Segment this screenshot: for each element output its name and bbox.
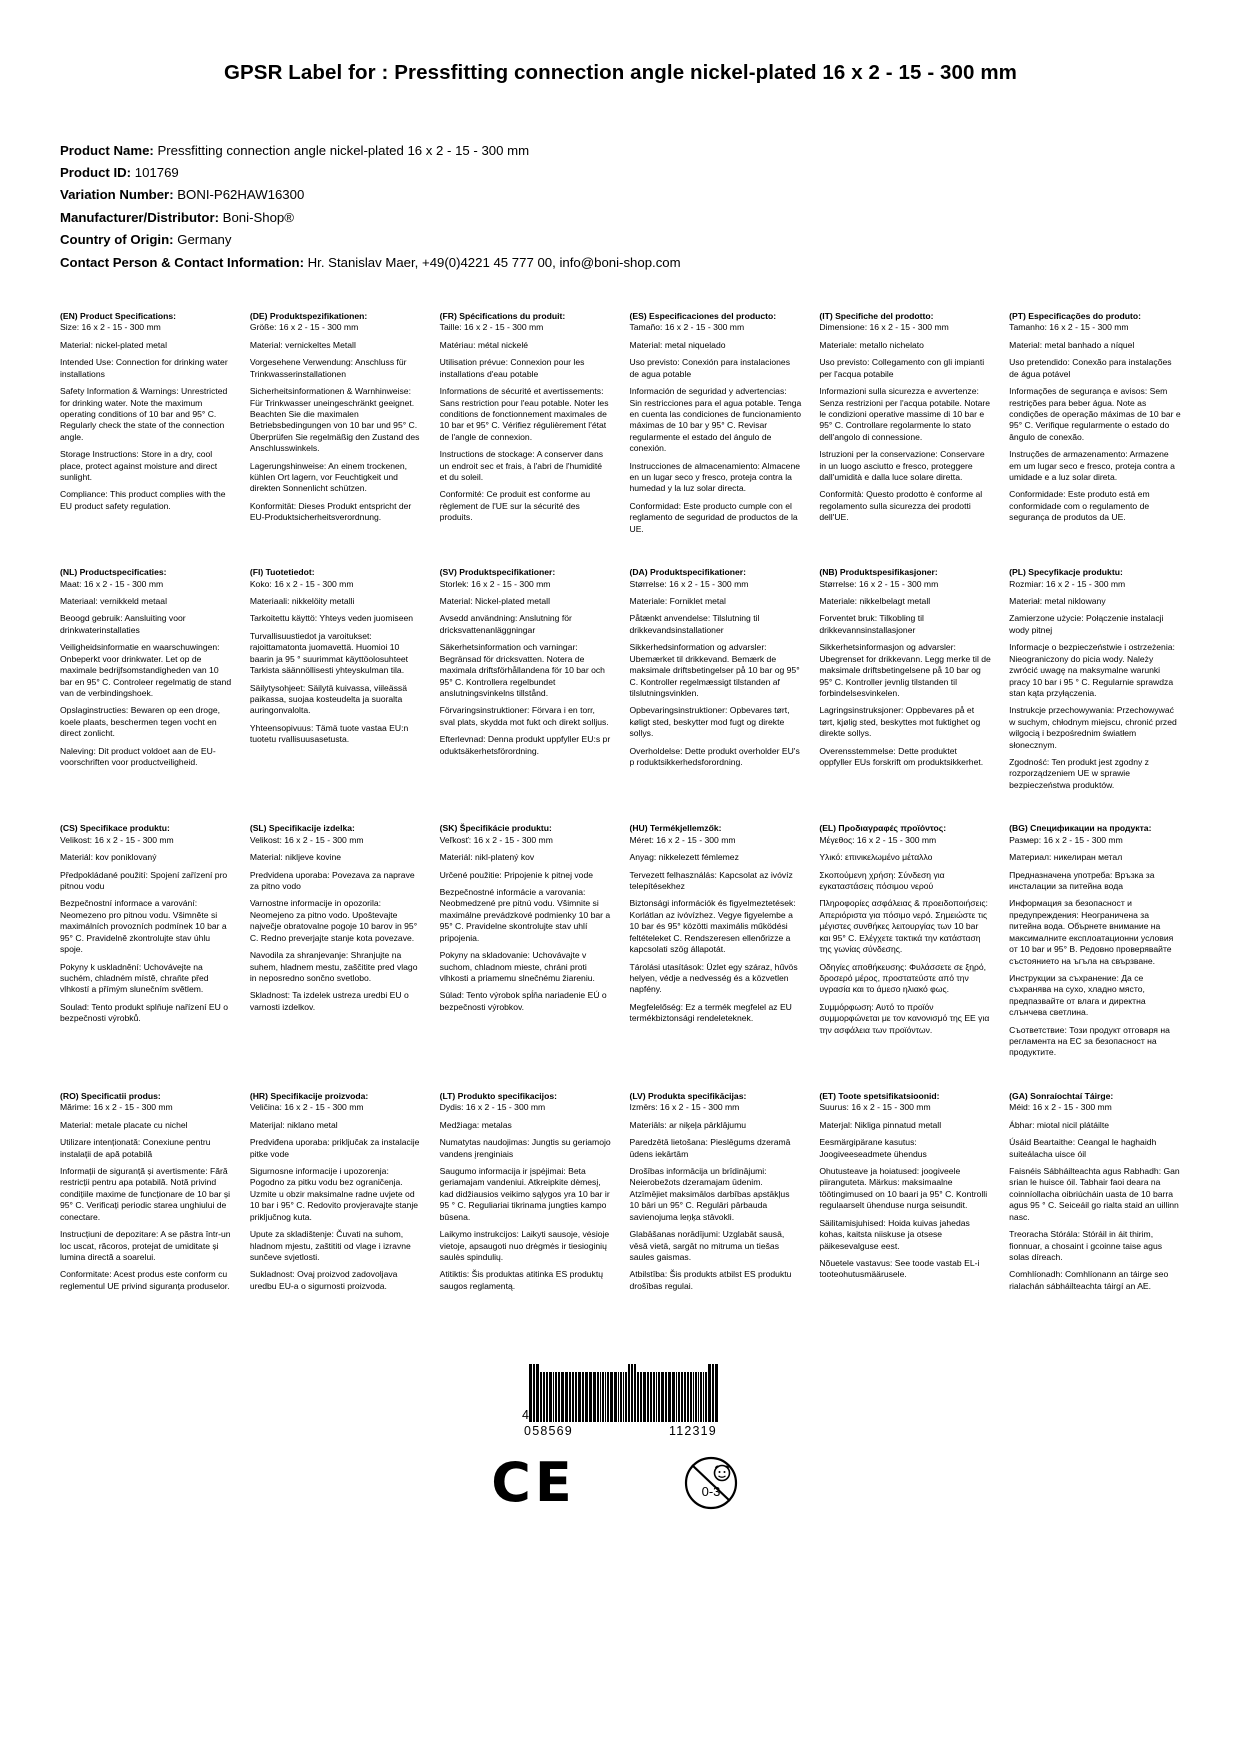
age-warning-icon	[672, 1456, 750, 1510]
barcode-area	[60, 1360, 1181, 1515]
spec-block	[819, 1091, 991, 1298]
spec-block	[60, 1091, 232, 1298]
spec-paragraph: Matériau: métal nickelé	[439, 339, 529, 350]
spec-heading: (SL) Specifikacije izdelka:	[249, 823, 355, 834]
spec-paragraph: Forventet bruk: Tilkobling til drikkevannsinstallasjoner	[819, 613, 924, 635]
spec-paragraph: Medžiaga: metalas	[439, 1119, 512, 1130]
spec-paragraph: Material: metale placate cu nichel	[60, 1119, 188, 1130]
spec-paragraph: Информация за безопасност и предупреждения: Неограничена за питейна вода. Обърнете внимание на максималните експлоатационни условия от 10 bar и 95° B. Редовно проверявайте състоянието на ъгъла на свързване.	[1009, 898, 1174, 966]
spec-heading: (FR) Spécifications du produit:	[439, 310, 566, 321]
spec-paragraph: Storage Instructions: Store in a dry, cool place, protect against moisture and direct sunlight.	[60, 449, 218, 483]
spec-paragraph: Laikymo instrukcijos: Laikyti sausoje, vėsioje vietoje, apsaugoti nuo drėgmės ir tiesioginių saulės spindulių.	[439, 1229, 610, 1262]
spec-paragraph: Atbilstība: Šis produkts atbilst ES produktu drošības regulai.	[629, 1269, 792, 1291]
spec-block	[440, 567, 612, 797]
spec-paragraph: Tamanho: 16 x 2 - 15 - 300 mm	[1009, 322, 1129, 333]
spec-paragraph: Lagringsinstruksjoner: Oppbevares på et tørt, kjølig sted, beskyttes mot fuktighet og direkte sollys.	[819, 705, 981, 739]
product-name-label: Product Name:	[60, 142, 154, 158]
spec-paragraph: Συμμόρφωση: Αυτό το προϊόν συμμορφώνεται με τον κανονισμό της ΕΕ για την ασφάλεια των προϊόντων.	[819, 1001, 990, 1035]
meta-row-manufacturer	[60, 207, 1181, 228]
spec-paragraph: Taille: 16 x 2 - 15 - 300 mm	[439, 322, 544, 333]
spec-paragraph: Materiale: nikkelbelagt metall	[819, 595, 931, 606]
spec-paragraph: Rozmiar: 16 x 2 - 15 - 300 mm	[1009, 578, 1126, 589]
spec-paragraph: Material: nikljeve kovine	[249, 852, 342, 863]
spec-paragraph: Størrelse: 16 x 2 - 15 - 300 mm	[819, 578, 939, 589]
spec-paragraph: Informations de sécurité et avertissements: Sans restriction pour l'eau potable. Noter les conditions de fonctionnement maximales de 10 bar et 95° C. Vérifiez régulièrement l'état de l'angle de connexion.	[439, 386, 609, 442]
spec-paragraph: Conformidade: Este produto está em conformidade com o regulamento de segurança de produtos da UE.	[1009, 489, 1150, 523]
spec-paragraph: Beoogd gebruik: Aansluiting voor drinkwaterinstallaties	[60, 613, 186, 635]
variation-number-label: Variation Number:	[60, 187, 174, 203]
spec-paragraph: Veiligheidsinformatie en waarschuwingen: Onbeperkt voor drinkwater. Let op de maximale bedrijfsomstandigheden van 10 bar en 95° C. Controleer regelmatig de stand van de verbindingshoek.	[60, 642, 232, 698]
spec-heading: (DA) Produktspecifikationer:	[629, 567, 746, 578]
spec-paragraph: Maat: 16 x 2 - 15 - 300 mm	[60, 578, 164, 589]
spec-paragraph: Sikkerhetsinformasjon og advarsler: Ubegrenset for drikkevann. Legg merke til de maksimale driftsbetingelsene på 10 bar og 95° C. Kontroller jevnlig tilstanden til forbindelsesvinkelen.	[819, 642, 991, 698]
spec-paragraph: Méret: 16 x 2 - 15 - 300 mm	[629, 834, 736, 845]
spec-paragraph: Dydis: 16 x 2 - 15 - 300 mm	[439, 1102, 546, 1113]
spec-paragraph: Informacje o bezpieczeństwie i ostrzeżenia: Nieograniczony do picia wody. Należy zwrócić uwagę na maksymalne warunki pracy 10 bar i 95 ° C. Regularnie sprawdza stan kąta przyłączenia.	[1009, 642, 1175, 698]
spec-block	[1009, 823, 1181, 1065]
spec-heading: (LT) Produkto specifikacijos:	[439, 1090, 557, 1101]
spec-paragraph: Sicherheitsinformationen & Warnhinweise: Für Trinkwasser uneingeschränkt geeignet. Beachten Sie die maximalen Betriebsbedingungen von 10 bar und 95° C. Überprüfen Sie regelmäßig den Zustand des Anschlusswinkels.	[249, 386, 420, 454]
spec-block	[440, 1091, 612, 1298]
spec-heading: (EL) Προδιαγραφές προϊόντος:	[819, 823, 947, 834]
spec-paragraph: Veľkosť: 16 x 2 - 15 - 300 mm	[439, 834, 553, 845]
spec-block	[250, 1091, 422, 1298]
barcode	[522, 1360, 719, 1422]
spec-paragraph: Materiāls: ar niķeļa pārklājumu	[629, 1119, 747, 1130]
spec-paragraph: Zamierzone użycie: Połączenie instalacji wody pitnej	[1009, 613, 1164, 635]
spec-paragraph: Skladnost: Ta izdelek ustreza uredbi EU o varnosti izdelkov.	[249, 990, 409, 1012]
spec-block	[250, 567, 422, 797]
spec-paragraph: Tarkoitettu käyttö: Yhteys veden juomiseen	[249, 613, 414, 624]
barcode-left-group: 058569	[524, 1424, 573, 1439]
spec-block	[1009, 311, 1181, 541]
product-id-value: 101769	[134, 165, 179, 181]
spec-paragraph: Overholdelse: Dette produkt overholder EU's p roduktsikkerhedsforordning.	[629, 745, 800, 768]
spec-paragraph: Zgodność: Ten produkt jest zgodny z rozporządzeniem UE w sprawie bezpieczeństwa produktów.	[1009, 757, 1149, 790]
spec-paragraph: Materiale: metallo nichelato	[819, 339, 924, 350]
spec-paragraph: Mărime: 16 x 2 - 15 - 300 mm	[60, 1102, 173, 1113]
spec-heading: (CS) Specifikace produktu:	[60, 823, 170, 834]
spec-paragraph: Informações de segurança e avisos: Sem restrições para beber água. Note as condições de operação máximas de 10 bar e 95° C. Verifique regularmente o estado do ângulo de conexão.	[1009, 386, 1181, 442]
spec-paragraph: Yhteensopivuus: Tämä tuote vastaa EU:n tuotetu rvallisuusasetusta.	[249, 722, 409, 745]
spec-paragraph: Istruzioni per la conservazione: Conservare in un luogo asciutto e fresco, proteggere dall'umidità e dalla luce solare diretta.	[819, 449, 985, 483]
spec-paragraph: Conformité: Ce produit est conforme au règlement de l'UE sur la sécurité des produits.	[439, 489, 591, 523]
spec-paragraph: Overensstemmelse: Dette produktet oppfyller EUs forskrift om produktsikkerhet.	[819, 745, 984, 768]
spec-paragraph: Conformidad: Este producto cumple con el reglamento de seguridad de productos de la UE.	[629, 500, 798, 534]
spec-paragraph: Materiale: Forniklet metal	[629, 595, 726, 606]
spec-paragraph: Dimensione: 16 x 2 - 15 - 300 mm	[819, 322, 949, 333]
spec-paragraph: Säilytysohjeet: Säilytä kuivassa, viileässä paikassa, suojaa kosteudelta ja suoralta auringonvalolta.	[249, 682, 407, 716]
spec-block	[1009, 1091, 1181, 1298]
manufacturer-label: Manufacturer/Distributor:	[60, 209, 219, 225]
spec-paragraph: Utilisation prévue: Connexion pour les installations d'eau potable	[439, 357, 585, 379]
spec-paragraph: Съответствие: Този продукт отговаря на регламента на ЕС за безопасност на продуктите.	[1009, 1024, 1170, 1058]
spec-heading: (PT) Especificações do produto:	[1009, 310, 1141, 321]
spec-block	[819, 567, 991, 797]
spec-heading: (BG) Спецификации на продукта:	[1009, 823, 1152, 834]
spec-paragraph: Инструкции за съхранение: Да се съхранява на сухо, хладно място, предпазвайте от влага и директна слънчева светлина.	[1009, 972, 1146, 1018]
origin-label: Country of Origin:	[60, 232, 174, 248]
barcode-lead-digit: 4	[522, 1407, 529, 1422]
spec-paragraph: Größe: 16 x 2 - 15 - 300 mm	[249, 322, 359, 333]
spec-paragraph: Koko: 16 x 2 - 15 - 300 mm	[249, 578, 354, 589]
spec-heading: (GA) Sonraíochtaí Táirge:	[1009, 1090, 1114, 1101]
spec-paragraph: Μέγεθος: 16 x 2 - 15 - 300 mm	[819, 834, 937, 845]
product-name-value: Pressfitting connection angle nickel-plated 16 x 2 - 15 - 300 mm	[157, 142, 530, 158]
spec-paragraph: Materiál: nikl-platený kov	[439, 852, 535, 863]
spec-paragraph: Størrelse: 16 x 2 - 15 - 300 mm	[629, 578, 749, 589]
spec-heading: (HU) Termékjellemzők:	[629, 823, 722, 834]
spec-paragraph: Tamaño: 16 x 2 - 15 - 300 mm	[629, 322, 745, 333]
spec-paragraph: Navodila za shranjevanje: Shranjujte na suhem, hladnem mestu, zaščitite pred vlago in neposredno sončno svetlobo.	[249, 950, 418, 983]
spec-paragraph: Veličina: 16 x 2 - 15 - 300 mm	[249, 1102, 364, 1113]
contact-label: Contact Person & Contact Information:	[60, 254, 304, 270]
spec-paragraph: Velikost: 16 x 2 - 15 - 300 mm	[249, 834, 364, 845]
spec-paragraph: Súlad: Tento výrobok spĺňa nariadenie EÚ o bezpečnosti výrobkov.	[439, 990, 607, 1012]
spec-block	[60, 311, 232, 541]
meta-row-product-id	[60, 162, 1181, 183]
spec-paragraph: Sikkerhedsinformation og advarsler: Ubemærket til drikkevand. Bemærk de maksimale driftsbetingelser på 10 bar og 95° C. Kontroller regelmæssigt tilstanden af tilslutningsvinklen.	[629, 642, 800, 698]
spec-paragraph: Υλικό: επινικελωμένο μέταλλο	[819, 852, 933, 863]
spec-paragraph: Naleving: Dit product voldoet aan de EU-voorschriften voor productveiligheid.	[60, 745, 216, 768]
spec-paragraph: Материал: никелиран метал	[1009, 852, 1123, 863]
spec-heading: (SV) Produktspecifikationer:	[439, 567, 556, 578]
spec-paragraph: Upute za skladištenje: Čuvati na suhom, hladnom mjestu, zaštititi od vlage i izravne sunčeve svjetlosti.	[249, 1229, 411, 1262]
spec-paragraph: Предназначена употреба: Връзка за инсталации за питейна вода	[1009, 869, 1155, 891]
spec-block	[250, 823, 422, 1065]
spec-block	[629, 567, 801, 797]
spec-paragraph: Drošības informācija un brīdinājumi: Neierobežots dzeramajam ūdenim. Atzīmējiet maksimālos darbības apstākļus 10 bāri un 95° C. Regulāri pārbauda savienojuma leņķa stāvokli.	[629, 1166, 790, 1222]
spec-paragraph: Conformitate: Acest produs este conform cu reglementul UE privind siguranța produselor.	[60, 1269, 230, 1291]
spec-heading: (NL) Productspecificaties:	[60, 567, 167, 578]
spec-paragraph: Ábhar: miotal nicil plátáilte	[1009, 1119, 1109, 1130]
spec-paragraph: Opbevaringsinstruktioner: Opbevares tørt, køligt sted, beskytter mod fugt og direkte sollys.	[629, 705, 790, 739]
spec-paragraph: Intended Use: Connection for drinking water installations	[60, 357, 228, 379]
barcode-numbers	[524, 1424, 717, 1438]
spec-paragraph: Glabāšanas norādījumi: Uzglabāt sausā, vēsā vietā, sargāt no mitruma un tiešas saules gaismas.	[629, 1229, 785, 1262]
spec-paragraph: Storlek: 16 x 2 - 15 - 300 mm	[439, 578, 551, 589]
variation-number-value: BONI-P62HAW16300	[177, 187, 305, 203]
spec-paragraph: Säilitamisjuhised: Hoida kuivas jahedas kohas, kaitsta niiskuse ja otsese päikesevalguse eest.	[819, 1217, 970, 1251]
product-meta-block	[60, 140, 1181, 273]
spec-block	[819, 823, 991, 1065]
spec-paragraph: Eesmärgipärane kasutus: Joogiveeseadmete ühendus	[819, 1137, 927, 1159]
spec-paragraph: Méid: 16 x 2 - 15 - 300 mm	[1009, 1102, 1112, 1113]
spec-heading: (LV) Produkta specifikācijas:	[629, 1090, 747, 1101]
product-id-label: Product ID:	[60, 165, 132, 181]
spec-paragraph: Materiał: metal niklowany	[1009, 595, 1106, 606]
spec-paragraph: Materijal: niklano metal	[249, 1119, 338, 1130]
spec-paragraph: Safety Information & Warnings: Unrestricted for drinking water. Note the maximum operating conditions of 10 bar and 95° C. Regularly check the state of the connection angle.	[60, 386, 228, 442]
spec-paragraph: Size: 16 x 2 - 15 - 300 mm	[60, 322, 161, 333]
spec-paragraph: Ohutusteave ja hoiatused: joogiveele piiranguteta. Märkus: maksimaalne töötingimused on 10 baari ja 95° C. Kontrolli regulaarselt ühenduse nurga seisundit.	[819, 1166, 988, 1211]
spec-paragraph: Tervezett felhasználás: Kapcsolat az ivóvíz telepítésekhez	[629, 869, 793, 891]
spec-paragraph: Materiaali: nikkelöity metalli	[249, 595, 355, 606]
spec-block	[440, 823, 612, 1065]
spec-paragraph: Varnostne informacije in opozorila: Neomejeno za pitno vodo. Upoštevajte največje obratovalne pogoje 10 barov in 95° C. Redno preverjajte stanje kota povezave.	[249, 898, 418, 943]
spec-paragraph: Sukladnost: Ovaj proizvod zadovoljava uredbu EU-a o sigurnosti proizvoda.	[249, 1269, 398, 1291]
spec-paragraph: Instructions de stockage: A conserver dans un endroit sec et frais, à l'abri de l'humidité et du soleil.	[439, 449, 604, 483]
spec-paragraph: Σκοπούμενη χρήση: Σύνδεση για εγκαταστάσεις πόσιμου νερού	[819, 869, 945, 891]
spec-paragraph: Instrucțiuni de depozitare: A se păstra într-un loc uscat, răcoros, protejat de umiditate și lumina directă a soarelui.	[60, 1229, 231, 1262]
svg-text:0-3: 0-3	[701, 1484, 721, 1500]
origin-value: Germany	[177, 232, 232, 248]
spec-paragraph: Uso pretendido: Conexão para instalações de água potável	[1009, 357, 1172, 379]
spec-paragraph: Información de seguridad y advertencias: Sin restricciones para el agua potable. Tenga en cuenta las condiciones de funcionamiento máximas de 10 bar y 95° C. Revisar regularmente el estado del ángulo de conexión.	[629, 386, 802, 454]
specifications-grid	[60, 311, 1181, 1324]
spec-paragraph: Informații de siguranță și avertismente: Fără restricții pentru apa potabilă. Notă privind condițiile maxime de funcționare de 10 bar și 95° C. Verificați periodic starea unghiului de conectare.	[60, 1166, 231, 1222]
spec-block	[440, 311, 612, 541]
spec-paragraph: Opslaginstructies: Bewaren op een droge, koele plaats, beschermen tegen vocht en direct zonlicht.	[60, 705, 221, 739]
spec-paragraph: Nõuetele vastavus: See toode vastab EL-i tooteohutusmäärusele.	[819, 1257, 980, 1280]
spec-block	[60, 567, 232, 797]
ce-mark-icon: CE	[491, 1451, 576, 1515]
spec-heading: (RO) Specificatii produs:	[60, 1090, 161, 1101]
spec-block	[250, 311, 422, 541]
spec-heading: (NB) Produktspesifikasjoner:	[819, 567, 938, 578]
spec-paragraph: Materiaal: vernikkeld metaal	[60, 595, 167, 606]
spec-paragraph: Saugumo informacija ir įspėjimai: Beta geriamajam vandeniui. Atkreipkite dėmesį, kad didžiausios veikimo sąlygos yra 10 bar ir 95 ° C. Reguliariai tikrinama jungties kampo būsena.	[439, 1166, 610, 1222]
spec-paragraph: Atitiktis: Šis produktas atitinka ES produktų saugos reglamentą.	[439, 1269, 604, 1291]
spec-heading: (HR) Specifikacije proizvoda:	[249, 1090, 369, 1101]
spec-paragraph: Efterlevnad: Denna produkt uppfyller EU:s pr oduktsäkerhetsförordning.	[439, 734, 611, 756]
spec-paragraph: Úsáid Beartaithe: Ceangal le haghaidh suiteálacha uisce óil	[1009, 1137, 1157, 1159]
spec-paragraph: Utilizare intenționată: Conexiune pentru instalații de apă potabilă	[60, 1137, 211, 1159]
spec-paragraph: Lagerungshinweise: An einem trockenen, kühlen Ort lagern, vor Feuchtigkeit und direkten Sonnenlicht schützen.	[249, 460, 408, 494]
spec-paragraph: Compliance: This product complies with the EU product safety regulation.	[60, 489, 226, 511]
spec-paragraph: Πληροφορίες ασφάλειας & προειδοποιήσεις: Απεριόριστα για πόσιμο νερό. Σημειώστε τις μέγιστες συνθήκες λειτουργίας των 10 bar και 95° C. Ελέγχετε τακτικά την κατάσταση της γωνίας σύνδεσης.	[819, 898, 988, 955]
spec-paragraph: Megfelelőség: Ez a termék megfelel az EU termékbiztonsági rendeleteknek.	[629, 1001, 792, 1024]
spec-paragraph: Material: metal niquelado	[629, 339, 726, 350]
spec-paragraph: Numatytas naudojimas: Jungtis su geriamojo vandens įrenginiais	[439, 1137, 611, 1159]
spec-paragraph: Soulad: Tento produkt splňuje nařízení EU o bezpečnosti výrobků.	[60, 1001, 229, 1024]
spec-paragraph: Bezpečnostné informácie a varovania: Neobmedzené pre pitnú vodu. Všimnite si maximálne prevádzkové podmienky 10 bar a 95° C. Pravidelne skontrolujte stav uhlí pripojenia.	[439, 887, 611, 943]
spec-paragraph: Suurus: 16 x 2 - 15 - 300 mm	[819, 1102, 931, 1113]
spec-paragraph: Instruções de armazenamento: Armazene em um lugar seco e fresco, proteja contra a umidade e a luz solar direta.	[1009, 449, 1175, 483]
spec-block	[60, 823, 232, 1065]
spec-paragraph: Material: nickel-plated metal	[60, 339, 167, 350]
spec-paragraph: Material: Nickel-plated metall	[439, 595, 550, 606]
spec-paragraph: Predvidena uporaba: Povezava za naprave za pitno vodo	[249, 869, 415, 891]
spec-block	[1009, 567, 1181, 797]
spec-paragraph: Conformità: Questo prodotto è conforme al regolamento sulla sicurezza dei prodotti dell'UE.	[819, 489, 983, 523]
meta-row-contact	[60, 252, 1181, 273]
spec-block	[629, 311, 801, 541]
page-title: GPSR Label for : Pressfitting connection angle nickel-plated 16 x 2 - 15 - 300 mm	[223, 61, 1017, 84]
spec-heading: (PL) Specyfikacje produktu:	[1009, 567, 1123, 578]
spec-paragraph: Förvaringsinstruktioner: Förvara i en torr, sval plats, skydda mot fukt och direkt solljus.	[439, 705, 609, 727]
compliance-symbols	[491, 1451, 750, 1515]
spec-paragraph: Turvallisuustiedot ja varoitukset: rajoittamatonta juomavettä. Huomioi 10 baarin ja 95 ° suurimmat käyttöolosuhteet Tarkista säännöllisesti yhteyskulman tila.	[249, 630, 409, 676]
spec-paragraph: Avsedd användning: Anslutning för dricksvattenanläggningar	[439, 613, 572, 635]
spec-paragraph: Tárolási utasítások: Üzlet egy száraz, hűvös helyen, védje a nedvesség és a közvetlen napfény.	[629, 961, 798, 995]
spec-paragraph: Informazioni sulla sicurezza e avvertenze: Senza restrizioni per l'acqua potabile. Notare le condizioni operative massime di 10 bar e 95° C. Controllare regolarmente lo stato dell'angolo di connessione.	[819, 386, 991, 442]
spec-paragraph: Materjal: Nikliga pinnatud metall	[819, 1119, 942, 1130]
spec-paragraph: Predviđena uporaba: priključak za instalacije pitke vode	[249, 1137, 420, 1159]
spec-paragraph: Sigurnosne informacije i upozorenja: Pogodno za pitku vodu bez ograničenja. Uzmite u obzir maksimalne radne uvjete od 10 bar i 95° C. Redovito provjeravajte stanje priključnog kuta.	[249, 1166, 419, 1222]
spec-paragraph: Předpokládané použití: Spojení zařízení pro pitnou vodu	[60, 869, 228, 891]
barcode-bars	[529, 1364, 719, 1422]
barcode-right-group: 112319	[668, 1424, 717, 1439]
spec-paragraph: Instrucciones de almacenamiento: Almacene en un lugar seco y fresco, proteja contra la humedad y la luz solar directa.	[629, 460, 801, 494]
spec-paragraph: Påtænkt anvendelse: Tilslutning til drikkevandsinstallationer	[629, 613, 760, 635]
spec-paragraph: Biztonsági információk és figyelmeztetések: Korlátlan az ivóvízhez. Vegye figyelembe a 10 bar és 95° közötti maximális működési feltételeket C. Rendszeresen ellenőrizze a kapcsolati szög állapotát.	[629, 898, 796, 955]
meta-row-origin	[60, 229, 1181, 250]
spec-heading: (DE) Produktspezifikationen:	[249, 310, 368, 321]
spec-heading: (EN) Product Specifications:	[60, 310, 177, 321]
spec-paragraph: Materiál: kov poniklovaný	[60, 852, 157, 863]
contact-value: Hr. Stanislav Maer, +49(0)4221 45 777 00, info@boni-shop.com	[307, 254, 681, 270]
spec-paragraph: Säkerhetsinformation och varningar: Begränsad för dricksvatten. Notera de maximala driftsförhållandena för 10 bar och 95° C. Kontrollera regelbundet anslutningsvinkelns tillstånd.	[439, 642, 605, 698]
spec-paragraph: Velikost: 16 x 2 - 15 - 300 mm	[60, 834, 174, 845]
spec-paragraph: Faisnéis Sábháilteachta agus Rabhadh: Gan srian le huisce óil. Tabhair faoi deara na coinníollacha oibriúcháin uasta de 10 barra agus 95 ° C. Seiceáil go rialta staid an uillinn nasc.	[1009, 1166, 1180, 1222]
spec-paragraph: Anyag: nikkelezett fémlemez	[629, 852, 739, 863]
spec-paragraph: Material: metal banhado a níquel	[1009, 339, 1135, 350]
spec-paragraph: Material: vernickeltes Metall	[249, 339, 356, 350]
meta-row-variation-number	[60, 184, 1181, 205]
spec-heading: (SK) Špecifikácie produktu:	[439, 823, 552, 834]
spec-paragraph: Treoracha Stórála: Stóráil in áit thirim, fionnuar, a chosaint i gcoinne taise agus solas díreach.	[1009, 1229, 1163, 1262]
spec-block	[819, 311, 991, 541]
spec-block	[629, 1091, 801, 1298]
spec-paragraph: Uso previsto: Conexión para instalaciones de agua potable	[629, 357, 790, 379]
spec-paragraph: Pokyny k uskladnění: Uchovávejte na suchém, chladném místě, chraňte před vlhkostí a přímým slunečním světlem.	[60, 961, 209, 995]
spec-paragraph: Instrukcje przechowywania: Przechowywać w suchym, chłodnym miejscu, chronić przed wilgocią i bezpośrednim światłem słonecznym.	[1009, 705, 1177, 750]
spec-paragraph: Comhlíonadh: Comhlíonann an táirge seo rialachán sábháilteachta táirgí an AE.	[1009, 1269, 1169, 1291]
spec-paragraph: Pokyny na skladovanie: Uchovávajte v suchom, chladnom mieste, chráni proti vlhkosti a priamemu slnečnému žiareniu.	[439, 950, 595, 983]
spec-heading: (FI) Tuotetiedot:	[249, 567, 315, 578]
spec-heading: (ES) Especificaciones del producto:	[629, 310, 777, 321]
spec-paragraph: Určené použitie: Pripojenie k pitnej vode	[439, 869, 594, 880]
spec-block	[629, 823, 801, 1065]
spec-paragraph: Uso previsto: Collegamento con gli impianti per l'acqua potabile	[819, 357, 985, 379]
spec-paragraph: Paredzētā lietošana: Pieslēgums dzeramā ūdens iekārtām	[629, 1137, 791, 1159]
spec-paragraph: Размер: 16 x 2 - 15 - 300 mm	[1009, 834, 1123, 845]
manufacturer-value: Boni-Shop®	[222, 209, 294, 225]
spec-paragraph: Bezpečnostní informace a varování: Neomezeno pro pitnou vodu. Všimněte si maximálních provozních podmínek 10 bar a 95° C. Pravidelně zkontrolujte stav úhlu spoje.	[60, 898, 227, 955]
spec-heading: (ET) Toote spetsifikatsioonid:	[819, 1090, 940, 1101]
spec-paragraph: Konformität: Dieses Produkt entspricht der EU-Produktsicherheitsverordnung.	[249, 500, 412, 523]
spec-paragraph: Vorgesehene Verwendung: Anschluss für Trinkwasserinstallationen	[249, 357, 407, 379]
spec-heading: (IT) Specifiche del prodotto:	[819, 310, 934, 321]
spec-paragraph: Οδηγίες αποθήκευσης: Φυλάσσετε σε ξηρό, δροσερό μέρος, προστατεύστε από την υγρασία και το άμεσο ηλιακό φως.	[819, 961, 987, 995]
meta-row-product-name	[60, 140, 1181, 161]
spec-paragraph: Izmērs: 16 x 2 - 15 - 300 mm	[629, 1102, 740, 1113]
